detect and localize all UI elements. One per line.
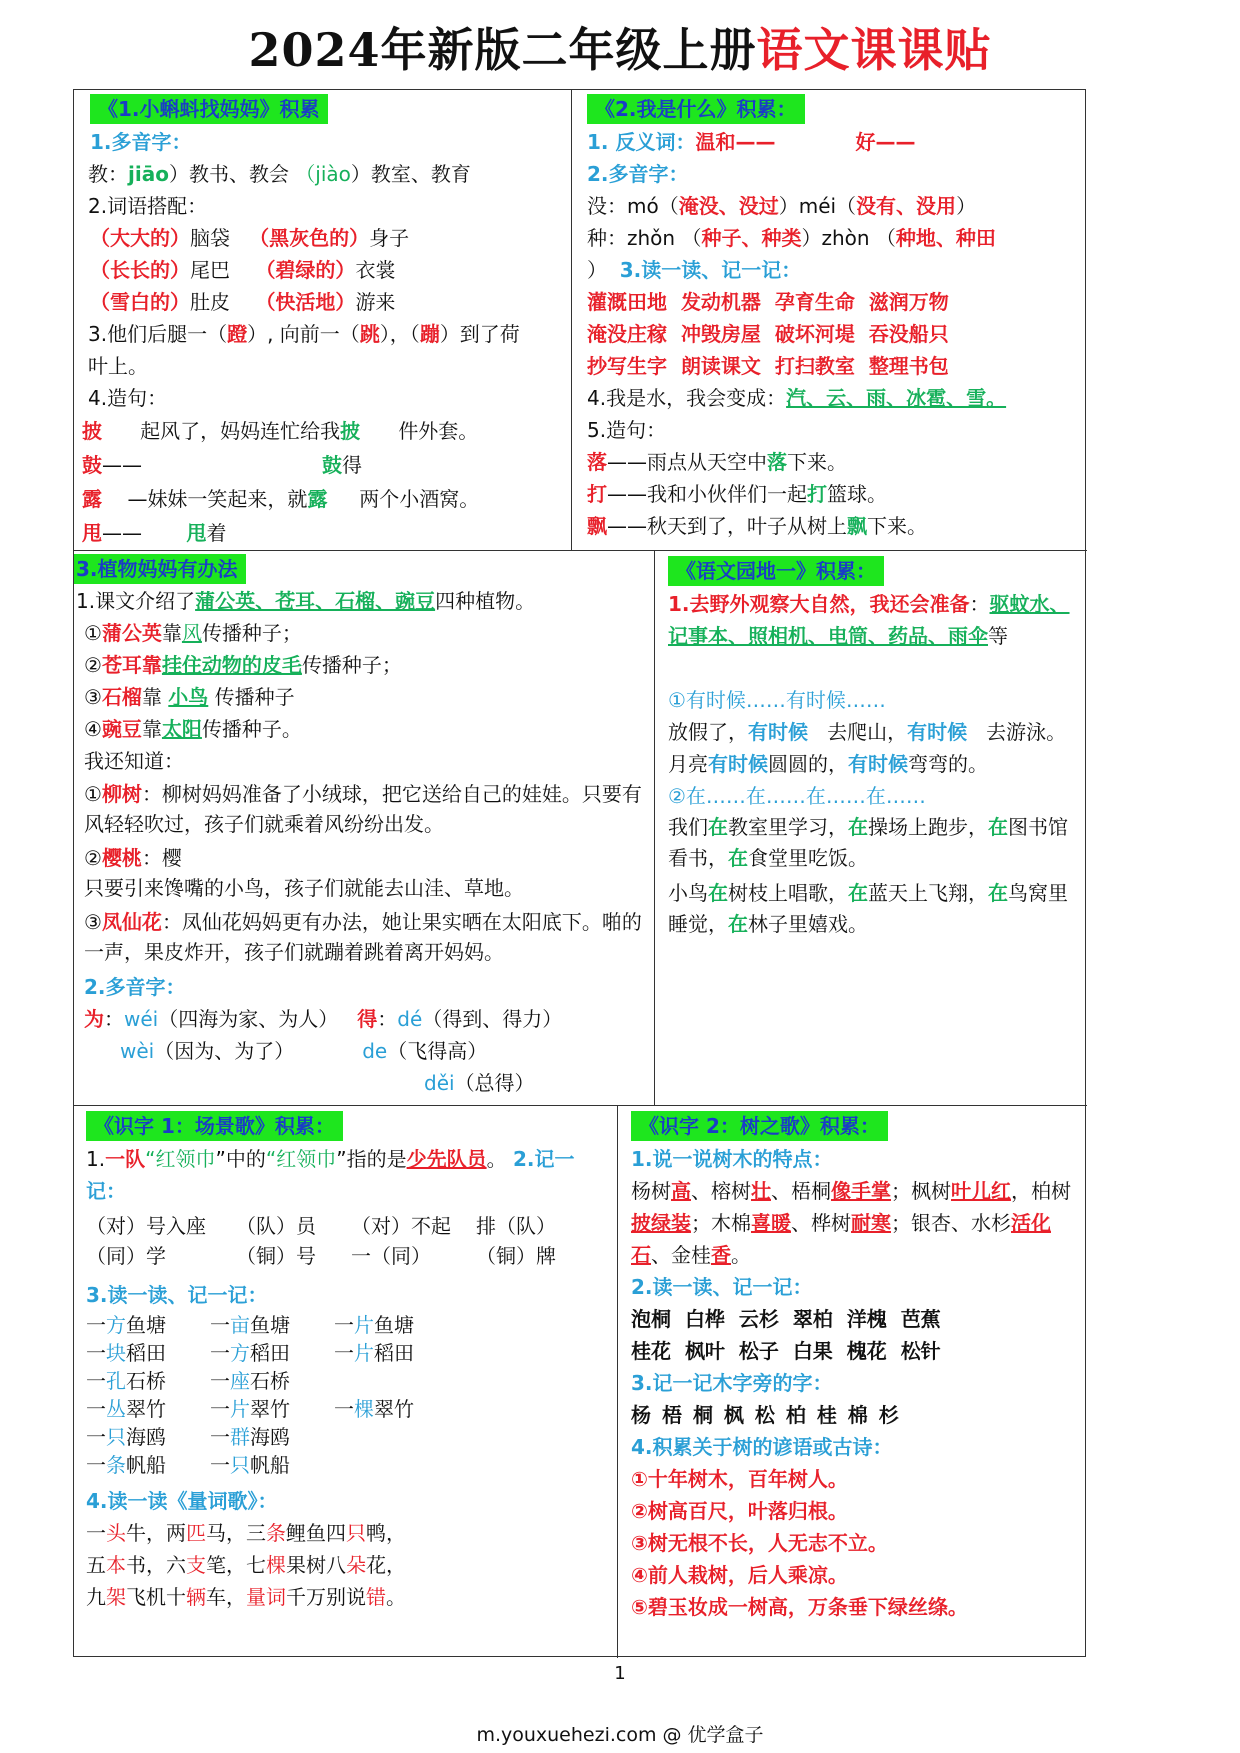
intro-line: 1.课文介绍了蒲公英、苍耳、石榴、豌豆四种植物。 xyxy=(76,589,536,613)
colloc-row: （雪白的）肚皮 （快活地）游来 xyxy=(90,290,396,314)
sentence-gu: 鼓—— 鼓得 xyxy=(82,453,362,477)
know-title: 我还知道： xyxy=(84,749,184,773)
measure-row xyxy=(86,1311,609,1339)
divider xyxy=(74,550,1087,551)
section-xiaokedou xyxy=(74,90,571,550)
pattern1-a: 放假了，有时候 去爬山，有时候 去游泳。 xyxy=(668,720,1067,744)
know-2b: 只要引来馋嘴的小鸟，孩子们就能去山洼、草地。 xyxy=(84,876,524,900)
colloc-row: （长长的）尾巴 （碧绿的）衣裳 xyxy=(90,258,396,282)
tree-names-row: 泡桐 白桦 云杉 翠柏 洋槐 芭蕉 xyxy=(631,1307,941,1331)
subheading: 1.多音字： xyxy=(90,130,192,154)
measure-row xyxy=(86,1423,609,1451)
sentence-shuai: 甩—— 甩着 xyxy=(82,521,227,545)
subheading: 4.造句： xyxy=(88,386,168,410)
footer-source: m.youxuehezi.com @ 优学盒子 xyxy=(476,1724,764,1746)
section-woshishenme xyxy=(573,90,1087,550)
measure-cell: 一方鱼塘 xyxy=(86,1313,166,1337)
page-title xyxy=(0,14,1240,80)
memo-cell: （铜）号 xyxy=(236,1244,316,1268)
poem-line: ③树无根不长，人无志不立。 xyxy=(631,1531,888,1555)
memo-cell: （对）不起 xyxy=(351,1214,451,1238)
poem-line: ④前人栽树，后人乘凉。 xyxy=(631,1563,848,1587)
measure-cell: 一群海鸥 xyxy=(210,1425,290,1449)
memo-cell: （队）员 xyxy=(236,1214,316,1238)
measure-row xyxy=(86,1451,609,1479)
antonym-line: 1. 反义词：温和—— 好—— xyxy=(587,130,916,154)
divider xyxy=(571,90,572,550)
memo-cell: （同）学 xyxy=(86,1244,166,1268)
measure-cell: 一棵翠竹 xyxy=(334,1397,414,1421)
divider xyxy=(617,1105,618,1658)
poly-wei-de-2: wèi（因为、为了） de（飞得高） xyxy=(120,1039,488,1063)
measure-row xyxy=(86,1339,609,1367)
measure-cell: 一丛翠竹 xyxy=(86,1397,166,1421)
measure-cell: 一方稻田 xyxy=(210,1341,290,1365)
pattern2-b: 小鸟在树枝上唱歌，在蓝天上飞翔，在鸟窝里睡觉，在林子里嬉戏。 xyxy=(668,881,1068,936)
song-line: 九架飞机十辆车，量词千万别说错。 xyxy=(86,1585,406,1609)
divider xyxy=(654,550,655,1105)
polyphone-zhong-end: ） 3.读一读、记一记： xyxy=(587,258,802,282)
know-1: ①柳树：柳树妈妈准备了小绒球，把它送给自己的娃娃。只要有风轻轻吹过，孩子们就乘着风纷纷出发。 xyxy=(84,782,642,836)
measure-cell xyxy=(334,1451,458,1479)
plant-3: ③石榴靠 小鸟 传播种子 xyxy=(84,685,295,709)
subheading: 3.记一记木字旁的字： xyxy=(631,1371,833,1395)
poem-line: ②树高百尺，叶落归根。 xyxy=(631,1499,848,1523)
pattern-title: ②在……在……在……在…… xyxy=(668,784,926,808)
verb-line: 3.他们后腿一（蹬）, 向前一（跳），（蹦）到了荷 xyxy=(88,322,520,346)
poly-de-3: děi（总得） xyxy=(424,1071,535,1095)
poly-wei-de: 为：wéi（四海为家、为人） 得：dé（得到、得力） xyxy=(84,1007,563,1031)
memo-grid-row xyxy=(86,1211,609,1241)
measure-cell: 一片稻田 xyxy=(334,1341,414,1365)
plant-2: ②苍耳靠挂住动物的皮毛传播种子； xyxy=(84,653,402,677)
measure-cell: 一条帆船 xyxy=(86,1453,166,1477)
measure-cell: 一孔石桥 xyxy=(86,1369,166,1393)
verb-line-end: 叶上。 xyxy=(88,354,148,378)
poem-line: ⑤碧玉妆成一树高，万条垂下绿丝绦。 xyxy=(631,1595,968,1619)
subheading: 1.说一说树木的特点： xyxy=(631,1147,833,1171)
section-heading: 《语文园地一》积累： xyxy=(668,556,884,586)
poem-line: ①十年树木，百年树人。 xyxy=(631,1467,848,1491)
sentence-da: 打——我和小伙伴们一起打篮球。 xyxy=(587,482,887,506)
prep-line: 1.去野外观察大自然，我还会准备：驱蚊水、记事本、照相机、电筒、药品、雨伞等 xyxy=(668,592,1070,648)
section-heading: 《2.我是什么》积累： xyxy=(587,94,805,124)
measure-cell: 一片翠竹 xyxy=(210,1397,290,1421)
divider xyxy=(74,1105,1087,1106)
subheading: 2.多音字： xyxy=(587,162,689,186)
song-line: 一头牛，两匹马，三条鲤鱼四只鸭， xyxy=(86,1521,406,1545)
worksheet-grid xyxy=(73,89,1086,1657)
section-heading: 《识字 2：树之歌》积累： xyxy=(631,1111,888,1141)
memo-cell: （对）号入座 xyxy=(86,1214,206,1238)
polyphone-line: 教：jiāo）教书、教会 （jiào）教室、教育 xyxy=(88,162,471,186)
measure-cell: 一片鱼塘 xyxy=(334,1313,414,1337)
tree-names-row: 桂花 枫叶 松子 白果 槐花 松针 xyxy=(631,1339,941,1363)
subheading: 2.词语搭配： xyxy=(88,194,208,218)
measure-cell xyxy=(334,1367,458,1395)
subheading: 4.积累关于树的谚语或古诗： xyxy=(631,1435,893,1459)
word-row: 淹没庄稼 冲毁房屋 破坏河堤 吞没船只 xyxy=(587,322,949,346)
title-red: 语文课课贴 xyxy=(756,23,992,77)
section-yuwenyuandi xyxy=(656,552,1087,1105)
title-black: 2024年新版二年级上册 xyxy=(248,23,757,77)
plant-4: ④豌豆靠太阳传播种子。 xyxy=(84,717,302,741)
subheading: 2.多音字： xyxy=(84,975,186,999)
wood-radical-chars: 杨 梧 桐 枫 松 柏 桂 棉 杉 xyxy=(631,1403,901,1427)
measure-cell xyxy=(334,1423,458,1451)
plant-1: ①蒲公英靠风传播种子； xyxy=(84,621,302,645)
trees-features: 杨树高、榕树壮、梧桐像手掌；枫树叶儿红，柏树披绿装；木棉喜暖、桦树耐寒；银杏、水杉活化石、金桂香。 xyxy=(631,1179,1071,1267)
subheading: 5.造句： xyxy=(587,418,667,442)
sentence-lu: 露 —妹妹一笑起来，就露 两个小酒窝。 xyxy=(82,487,480,511)
memo-cell: （铜）牌 xyxy=(476,1244,556,1268)
section-heading: 3.植物妈妈有办法 xyxy=(74,554,246,584)
know-3: ③凤仙花：凤仙花妈妈更有办法，她让果实晒在太阳底下。啪的一声，果皮炸开，孩子们就蹦着跳着离开妈妈。 xyxy=(84,910,642,964)
measure-cell: 一只帆船 xyxy=(210,1453,290,1477)
word-row: 灌溉田地 发动机器 孕育生命 滋润万物 xyxy=(587,290,949,314)
sentence-piao: 飘——秋天到了，叶子从树上飘下来。 xyxy=(587,514,927,538)
measure-cell: 一亩鱼塘 xyxy=(210,1313,290,1337)
sentence-luo: 落——雨点从天空中落下来。 xyxy=(587,450,847,474)
page-number: 1 xyxy=(614,1663,626,1684)
section-heading: 《识字 1：场景歌》积累： xyxy=(86,1111,343,1141)
measure-cell: 一座石桥 xyxy=(210,1369,290,1393)
colloc-row: （大大的）脑袋 （黑灰色的）身子 xyxy=(90,226,410,250)
measure-cell: 一只海鸥 xyxy=(86,1425,166,1449)
section-shuzhige xyxy=(619,1107,1087,1658)
measure-cell: 一块稻田 xyxy=(86,1341,166,1365)
memo-cell: 一（同） xyxy=(351,1244,431,1268)
subheading: 2.读一读、记一记： xyxy=(631,1275,813,1299)
sentence-pi: 披 起风了，妈妈连忙给我披 件外套。 xyxy=(82,419,479,443)
change-line: 4.我是水，我会变成：汽、云、雨、冰雹、雪。 xyxy=(587,386,1007,410)
subheading: 4.读一读《量词歌》： xyxy=(86,1489,278,1513)
duizi-line: 1.一队“红领巾”中的“红领巾”指的是少先队员。 2.记一记： xyxy=(86,1147,575,1203)
know-2: ②樱桃：樱 xyxy=(84,846,182,870)
subheading: 3.读一读、记一记： xyxy=(86,1283,268,1307)
measure-row xyxy=(86,1367,609,1395)
measure-grid xyxy=(86,1311,609,1479)
section-heading: 《1.小蝌蚪找妈妈》积累 xyxy=(90,94,328,124)
pattern2-a: 我们在教室里学习，在操场上跑步，在图书馆看书，在食堂里吃饭。 xyxy=(668,815,1068,870)
memo-grid-row xyxy=(86,1241,609,1271)
pattern-title: ①有时候……有时候…… xyxy=(668,688,886,712)
pattern1-b: 月亮有时候圆圆的，有时候弯弯的。 xyxy=(668,752,988,776)
word-row: 抄写生字 朗读课文 打扫教室 整理书包 xyxy=(587,354,949,378)
memo-cell: 排（队） xyxy=(476,1214,556,1238)
song-line: 五本书，六支笔，七棵果树八朵花， xyxy=(86,1553,406,1577)
measure-row xyxy=(86,1395,609,1423)
polyphone-mei: 没：mó（淹没、没过）méi（没有、没用） xyxy=(587,194,977,218)
section-changjingge xyxy=(74,1107,617,1658)
polyphone-zhong: 种：zhǒn （种子、种类）zhòn （种地、种田 xyxy=(587,226,996,250)
section-zhiwumama xyxy=(74,552,654,1105)
